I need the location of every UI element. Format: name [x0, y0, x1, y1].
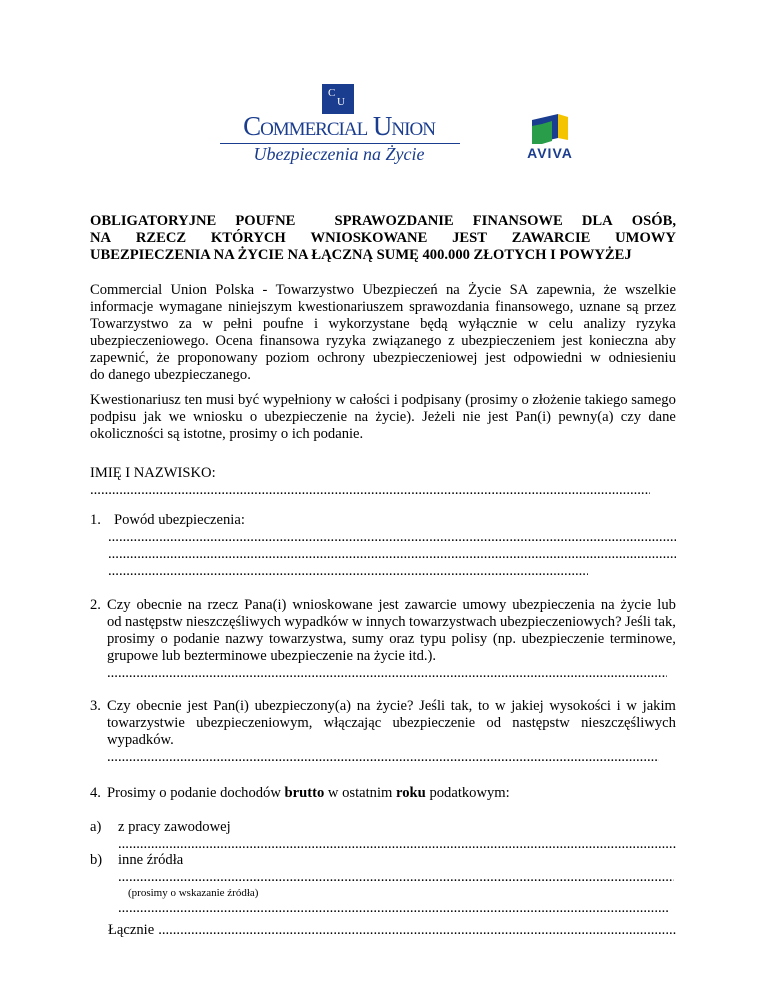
- word: jest: [561, 333, 583, 349]
- word: Towarzystwo: [275, 282, 355, 298]
- word: z: [448, 333, 455, 349]
- question-2-line: [107, 597, 676, 614]
- instructions-line: [90, 409, 676, 426]
- word: ubezpieczeniowej: [372, 350, 478, 366]
- word: oraz: [389, 631, 415, 647]
- word: aby: [654, 333, 676, 349]
- name-field: [90, 465, 676, 499]
- commercial-union-subtitle: Ubezpieczenia na Życie: [253, 144, 425, 164]
- intro-line: [90, 333, 676, 350]
- word: (prosimy: [465, 392, 518, 408]
- word: dane: [648, 409, 676, 425]
- word: w: [495, 698, 506, 714]
- income-source-input-line[interactable]: [118, 900, 668, 917]
- word: jak: [143, 409, 162, 425]
- word: ten: [184, 392, 203, 408]
- word: to: [477, 698, 490, 714]
- logo-area: [0, 82, 768, 162]
- word: obecnie: [136, 597, 182, 613]
- word: rzecz: [207, 597, 239, 613]
- word: wnioskowane: [292, 597, 373, 613]
- income-a-input-line[interactable]: [118, 836, 676, 853]
- word: Jeśli: [625, 614, 651, 630]
- word: celu: [548, 316, 574, 332]
- word: obecnie: [136, 698, 182, 714]
- word: i: [616, 698, 621, 714]
- word: jakim: [642, 698, 676, 714]
- word: konieczna: [588, 333, 649, 349]
- word: podpisany: [401, 392, 462, 408]
- word: jest: [187, 698, 208, 714]
- word: że: [603, 282, 617, 298]
- word: na: [445, 282, 460, 298]
- question-4-text: Prosimy o podanie dochodów brutto w ostatnim roku podatkowym:: [107, 785, 510, 801]
- word: Kwestionariusz: [90, 392, 181, 408]
- word: czy: [620, 409, 642, 425]
- word: jakiej: [511, 698, 544, 714]
- word: ubezpieczenie: [521, 631, 605, 647]
- commercial-union-wordmark: Commercial Union: [243, 111, 435, 141]
- question-3-line: [107, 715, 676, 732]
- total-label: Łącznie: [108, 922, 155, 938]
- word: od: [486, 715, 501, 731]
- word: Czy: [107, 698, 131, 714]
- word: towarzystwa,: [268, 631, 347, 647]
- word: typu: [419, 631, 446, 647]
- word: nazwy: [225, 631, 264, 647]
- word: analizy: [583, 316, 626, 332]
- word: ubezpieczeniowym,: [196, 715, 313, 731]
- aviva-wordmark: AVIVA: [527, 145, 573, 161]
- word: towarzystwach: [409, 614, 497, 630]
- income-total: [90, 922, 676, 939]
- word: że: [156, 350, 170, 366]
- word: ubezpieczenie: [264, 409, 348, 425]
- word: finansowa: [259, 333, 320, 349]
- word: Czy: [107, 597, 131, 613]
- word: tak,: [450, 698, 473, 714]
- word: następstw: [125, 614, 183, 630]
- word: w: [335, 392, 346, 408]
- word: życie).: [375, 409, 415, 425]
- word: są: [626, 299, 639, 315]
- word: nieszczęśliwych: [186, 614, 281, 630]
- word: poufne: [263, 316, 304, 332]
- word: wypełniony: [262, 392, 332, 408]
- word: w: [351, 614, 363, 630]
- word: w: [626, 698, 637, 714]
- income-a-label: z pracy zawodowej: [118, 819, 231, 835]
- word: odniesieniu: [608, 350, 676, 366]
- intro-line: do danego ubezpieczanego.: [90, 367, 251, 383]
- word: złożenie: [532, 392, 582, 408]
- word: Pan(i): [213, 698, 249, 714]
- word: związanego: [372, 333, 442, 349]
- word: jest: [487, 409, 509, 425]
- word: zapewnia,: [536, 282, 596, 298]
- word: pełni: [223, 316, 253, 332]
- word: SA: [509, 282, 529, 298]
- word: nie: [462, 409, 481, 425]
- word: poziom: [265, 350, 310, 366]
- document-title: [90, 213, 676, 264]
- word: o: [160, 631, 168, 647]
- answer-line[interactable]: [108, 546, 676, 563]
- word: informacje: [90, 299, 154, 315]
- word: tak,: [654, 614, 676, 630]
- word: Życie: [468, 282, 502, 298]
- word: polisy: [451, 631, 488, 647]
- word: życie?: [376, 698, 414, 714]
- word: ubezpieczeniowych?: [500, 614, 622, 630]
- word: ubezpieczenie: [392, 715, 476, 731]
- word: finansowego,: [495, 299, 574, 315]
- name-label: IMIĘ I NAZWISKO:: [90, 465, 216, 481]
- word: -: [262, 282, 268, 298]
- word: samego: [631, 392, 676, 408]
- word: w: [527, 316, 539, 332]
- word: wymagane: [159, 299, 223, 315]
- word: ubezpieczeniowego.: [90, 333, 209, 349]
- intro-paragraph: [90, 282, 676, 384]
- word: przez: [644, 299, 676, 315]
- word: na: [600, 597, 615, 613]
- instructions-line: okoliczności są istotne, prosimy o ich podanie.: [90, 426, 364, 442]
- income-b-input-line[interactable]: [118, 869, 674, 886]
- word: niniejszym: [228, 299, 293, 315]
- word: Pana(i): [244, 597, 287, 613]
- word: Commercial: [90, 282, 163, 298]
- word: nieszczęśliwych: [581, 715, 676, 731]
- word: za: [178, 316, 192, 332]
- word: zapewnić,: [90, 350, 149, 366]
- intro-line: [90, 299, 676, 316]
- answer-line[interactable]: [107, 665, 667, 682]
- word: wyłącznie: [458, 316, 518, 332]
- word: Towarzystwo: [90, 316, 169, 332]
- word: sumy: [351, 631, 384, 647]
- word: odpowiedni: [513, 350, 583, 366]
- word: wypadków: [284, 614, 349, 630]
- word: proponowany: [177, 350, 258, 366]
- answer-line[interactable]: [108, 529, 676, 546]
- word: takiego: [584, 392, 628, 408]
- word: lub: [657, 597, 676, 613]
- word: wniosku: [193, 409, 243, 425]
- question-3-line: [107, 698, 676, 715]
- word: Jeśli: [419, 698, 446, 714]
- word: Union: [170, 282, 207, 298]
- word: ryzyka: [636, 316, 676, 332]
- word: (np.: [492, 631, 516, 647]
- word: prosimy: [107, 631, 155, 647]
- name-input-line[interactable]: [90, 482, 650, 499]
- intro-line: [90, 282, 676, 299]
- word: kwestionariuszem: [297, 299, 404, 315]
- word: ubezpieczenia: [512, 597, 595, 613]
- question-2-line: grupowe lub bezterminowe ubezpieczenie na życie itd.).: [107, 648, 437, 664]
- word: od: [107, 614, 122, 630]
- word: wysokości: [549, 698, 611, 714]
- word: towarzystwie: [107, 715, 185, 731]
- word: terminowe,: [609, 631, 676, 647]
- commercial-union-emblem: C U: [322, 84, 354, 114]
- word: Jeżeli: [422, 409, 456, 425]
- word: podpisu: [90, 409, 137, 425]
- word: Ubezpieczeń: [362, 282, 438, 298]
- word: uznane: [579, 299, 621, 315]
- word: musi: [205, 392, 235, 408]
- word: o: [249, 409, 258, 425]
- word: następstw: [512, 715, 570, 731]
- question-4: 4. Prosimy o podanie dochodów brutto w ostatnim roku podatkowym:: [90, 785, 676, 802]
- answer-line[interactable]: [108, 563, 588, 580]
- word: i: [393, 392, 398, 408]
- word: i: [314, 316, 319, 332]
- question-1: 1. Powód ubezpieczenia: ..... ..... .....: [90, 512, 676, 580]
- word: być: [238, 392, 260, 408]
- word: w: [590, 350, 601, 366]
- word: jest: [485, 350, 506, 366]
- income-b-label: inne źródła: [118, 852, 184, 868]
- word: będą: [420, 316, 448, 332]
- instructions-line: [90, 392, 676, 409]
- word: ochrony: [317, 350, 366, 366]
- word: całości: [349, 392, 391, 408]
- word: wykorzystane: [328, 316, 410, 332]
- word: na: [356, 698, 371, 714]
- question-3: 3. Czy obecnie jest Pan(i) ubezpieczony(a) na życie? Jeśli tak, to w jakiej wysokości i w jakim towarzystwie ubezpieczeniowym, włączając ubezpieczenie od następstw nieszczęśliwych wypadków. .....: [90, 698, 676, 766]
- question-2-line: [107, 631, 676, 648]
- word: ryzyka: [326, 333, 366, 349]
- word: podanie: [173, 631, 220, 647]
- question-2: 2. Czy obecnie na rzecz Pana(i) wnioskowane jest zawarcie umowy ubezpieczenia na życie lub od następstw nieszczęśliwych wypadków w innych towarzystwach ubezpieczeniowych? Jeśli tak, prosimy o podanie nazwy towarzystwa, sumy oraz typu polisy (np. ubezpieczenie terminowe, grupowe lub bezterminowe ubezpieczenie na życie itd.). .....: [90, 597, 676, 682]
- intro-line: [90, 350, 676, 367]
- word: ubezpieczony(a): [254, 698, 352, 714]
- aviva-flag-icon: [528, 114, 572, 144]
- word: innych: [365, 614, 406, 630]
- income-b: b) inne źródła ..... (prosimy o wskazanie źródła) .....: [90, 852, 676, 917]
- instructions-paragraph: [90, 392, 676, 443]
- word: pewny(a): [558, 409, 614, 425]
- word: we: [168, 409, 186, 425]
- word: wszelkie: [624, 282, 676, 298]
- word: zawarcie: [404, 597, 457, 613]
- word: na: [354, 409, 369, 425]
- source-hint: (prosimy o wskazanie źródła): [128, 887, 259, 899]
- question-1-text: Powód ubezpieczenia:: [114, 512, 245, 528]
- word: o: [521, 392, 529, 408]
- word: Pan(i): [515, 409, 552, 425]
- question-2-line: [107, 614, 676, 631]
- title-line-3: UBEZPIECZENIA NA ŻYCIE NA ŁĄCZNĄ SUMĘ 400.000 ZŁOTYCH I POWYŻEJ: [90, 247, 632, 263]
- answer-line[interactable]: [107, 749, 659, 766]
- income-a: a) z pracy zawodowej .....: [90, 819, 676, 853]
- word: sprawozdania: [409, 299, 490, 315]
- word: Polska: [215, 282, 255, 298]
- title-line-2: NA RZECZ KTÓRYCH WNIOSKOWANE JEST ZAWARCIE UMOWY: [90, 230, 676, 246]
- word: w: [202, 316, 213, 332]
- word: jest: [378, 597, 399, 613]
- word: ubezpieczeniem: [461, 333, 556, 349]
- word: Ocena: [215, 333, 253, 349]
- total-input-line[interactable]: [158, 922, 676, 939]
- title-line-1: OBLIGATORYJNE POUFNE SPRAWOZDANIE FINANSOWE DLA OSÓB,: [90, 213, 676, 229]
- intro-line: [90, 316, 676, 333]
- word: na: [187, 597, 202, 613]
- question-3-line: wypadków.: [107, 732, 174, 748]
- word: umowy: [462, 597, 507, 613]
- word: życie: [620, 597, 652, 613]
- word: włączając: [323, 715, 382, 731]
